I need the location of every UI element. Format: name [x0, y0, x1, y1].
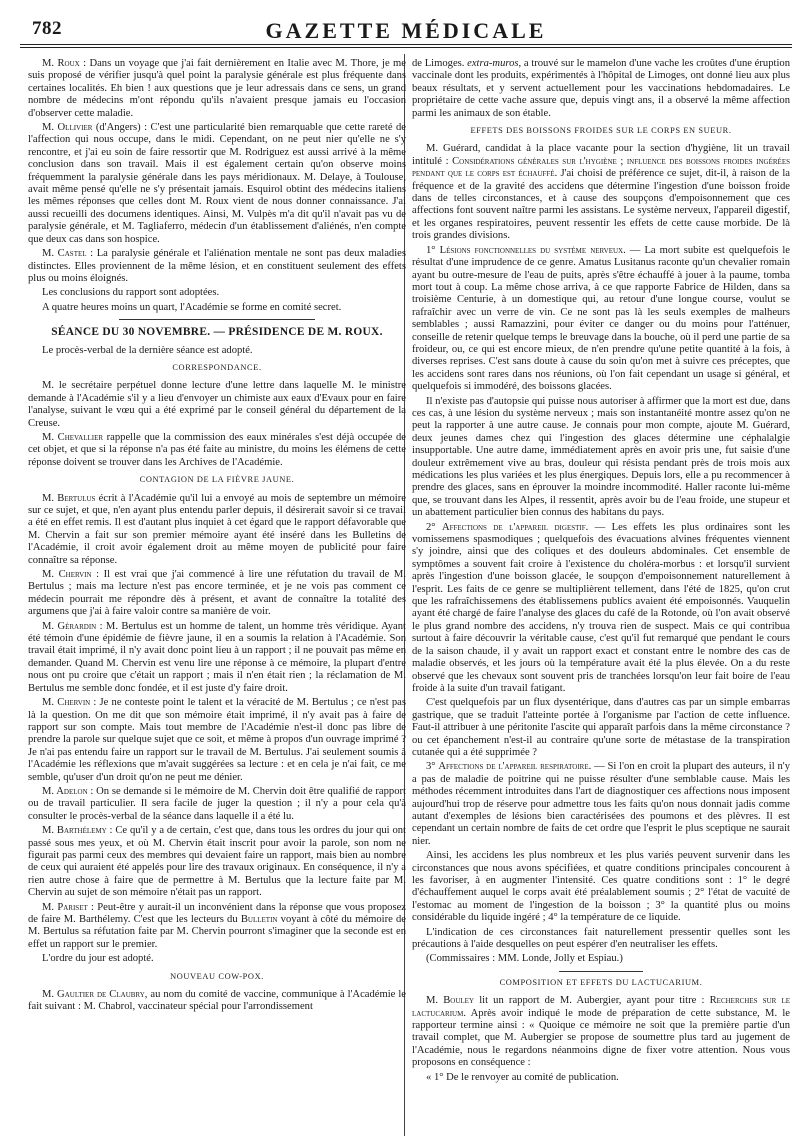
small-caps-text: M. Adelon — [42, 785, 88, 797]
paragraph — [28, 786, 406, 823]
paragraph — [28, 621, 406, 695]
paragraph — [412, 850, 790, 924]
paragraph-text: : Dans un voyage que j'ai fait dernièrement en Italie avec M. Thore, je me suis proposé de vérifier jusqu'à quel point la paralysie générale est plus fréquente dans certaines localités. Eh bien ! aux questions que je leur adressais dans ce sens, un grand nombre de médecins m'ont répondu qu'ils n'avaient presque jamais eu l'occasion d'observer cette maladie. — [28, 58, 406, 119]
paragraph-text: de Limoges. — [412, 58, 468, 69]
paragraph-text: A quatre heures moins un quart, l'Académie se forme en comité secret. — [42, 301, 342, 313]
section-heading: EFFETS DES BOISSONS FROIDES SUR LE CORPS EN SUEUR. — [470, 126, 732, 136]
paragraph-text: : On se demande si le mémoire de M. Chervin doit être qualifié de rapport ou de travail particulier. Il sera facile de juger la question ; il n'y a pour cela qu'à consulter le procès-verbal de la séance dans laquelle il a été lu. — [28, 785, 406, 822]
paragraph-text: , a trouvé sur le mamelon d'une vache les croûtes d'une éruption vaccinale dont les produits, expérimentés à l'hôpital de Limoges, ont donné lieu aux plus beaux résultats, et y servent actuellement pour les vaccinations hebdomadaires. Le propriétaire de cette vache assure que, depuis vingt ans, il a observé la même affection parmi les animaux de son étable. — [412, 58, 790, 119]
paragraph-text: , au nom du comité de vaccine, communique à l'Académie le fait suivant : M. Chabrol, vaccinateur spécial pour l'arrondissement — [28, 989, 406, 1013]
paragraph-text: : M. Bertulus est un homme de talent, un homme très véridique. Ayant été témoin d'une épidémie de fièvre jaune, il en a soumis la relation à l'Académie. Son travail était imprimé, il n'y avait donc point lieu à un rapport ; il ne pouvait pas même en demander. Quand M. Chervin est venu lire une réponse à ce mémoire, la plupart d'entre nous ont pu croire que c'était un rapport ; mais il n'en était rien ; la réclamation de M. Bertulus me semble donc fondée, et il est juste d'y faire droit. — [28, 620, 406, 694]
small-caps-text: M. Gérardin — [42, 620, 97, 632]
header-rule-thin — [20, 47, 792, 48]
paragraph-text: Ainsi, les accidens les plus nombreux et les plus variés peuvent survenir dans les circonstances que nous avons spécifiées, et quatre conditions principales concourent à les favoriser, à en augmenter l'intensité. Ces quatre conditions sont : 1° le degré d'échauffement auquel le corps avait été préalablement soumis ; 2° l'état de vacuité de l'estomac au moment de l'ingestion de la boisson ; 3° la quantité plus ou moins considérable du liquide ingéré ; 4° la température de ce liquide. — [412, 850, 790, 924]
paragraph — [28, 248, 406, 285]
section-heading: NOUVEAU COW-POX. — [170, 971, 264, 981]
paragraph — [28, 902, 406, 952]
paragraph-text: : Je ne conteste point le talent et la véracité de M. Bertulus ; ce n'est pas là la question. On me dit que son mémoire était imprimé, il n'y avait pas à faire de rapport sur son compte. Mais tout membre de l'Académie n'est-il donc pas libre de prendre la parole sur quelque sujet que ce soit, et même à propos d'un ouvrage imprimé ? Je n'ai pas entendu faire un rapport sur le travail de M. Bertulus. J'ai seulement soumis à l'Académie les réflexions que m'avait suggérées sa lecture : et en cela je n'ai fait, ce me semble, qu'user d'un droit qu'on ne peut me dénier. — [28, 697, 406, 783]
paragraph — [412, 245, 790, 394]
small-caps-text: M. Barthélemy — [42, 825, 107, 837]
paragraph — [412, 58, 790, 120]
paragraph-text: voyant à côté du mémoire de M. Bertulus sa réfutation faite par M. Chervin pourront s'imaginer que la seconde est en effet un rapport sur le premier. — [28, 914, 406, 950]
small-caps-text: Considérations générales sur l'hygiène ; influence des boissons froides ingérées pendant que le corps est échauffé. — [412, 155, 790, 180]
paragraph-text: — La mort subite est quelquefois le résultat d'une imprudence de ce genre. Amatus Lusitanus raconte qu'un chevalier romain ayant bu outre-mesure de l'eau de puits, après s'être échauffé à jouer à la paume, tomba mort tout à coup. La même chose arriva, à ce que rapporte Fabrice de Hilden, dans sa troisième Centurie, à un domestique qui, au retour d'une longue course, voulut se rafraîchir avec un verre de vin. Ce ne sont pas là les seuls exemples de malheurs semblables ; aussi Ramazzini, pour éviter ce danger ou du moins pour l'atténuer, conseille de retenir quelque temps le breuvage dans la bouche, où il perd une partie de sa froideur, ou, ce qui est encore mieux, de n'en prendre qu'une petite quantité à la fois, à diverses reprises. C'est sans doute à cause du soin qu'on met à suivre ces préceptes, que les accidens sont rares dans nos réunions, où l'on fait cependant un usage si général, et quelquefois si immodéré, des boissons glacées. — [412, 244, 790, 393]
paragraph-text: : Ce qu'il y a de certain, c'est que, dans tous les ordres du jour qui ont passé sous mes yeux, et où M. Chervin était inscrit pour avoir la parole, son nom ne figurait pas parmi ceux des membres qui devaient faire un rapport, mais bien au nombre de ceux qui auraient été appelés pour lire des travaux originaux. En conséquence, il n'y a rien autre chose à faire que de permettre à M. Bertulus que la lecture faite par M. Chervin au sujet de son mémoire n'était pas un rapport. — [28, 825, 406, 899]
small-caps-text: Recherches sur le lactucarium. — [412, 995, 790, 1019]
header-rule — [20, 44, 792, 45]
small-caps-text: Lésions fonctionnelles du système nerveux. — [439, 244, 626, 256]
paragraph-text: M. Guérard, candidat à la place vacante pour la section d'hygiène, lit un travail intitulé : — [412, 143, 790, 167]
paragraph-text: Après avoir indiqué le mode de préparation de cette substance, M. le rapporteur termine ainsi : « Quoique ce mémoire ne soit que la première partie d'un travail complet, que M. Aubergier se propose de soumettre plus tard au jugement de l'Académie, nous le regardons néanmoins digne de fixer votre attention. Nous vous proposons en conséquence : — [412, 1007, 790, 1069]
paragraph-text: lit un rapport de M. Aubergier, ayant pour titre : — [474, 995, 710, 1007]
paragraph — [28, 569, 406, 619]
paragraph-text: : Peut-être y aurait-il un inconvénient dans la réponse que vous proposez de faire M. Barthélemy. C'est que les lecteurs du — [28, 901, 406, 925]
page-number: 782 — [32, 18, 62, 39]
paragraph-text: rappelle que la commission des eaux minérales s'est déjà occupée de cet objet, et que si la réponse n'a pas été faite au ministre, du moins les élémens de cette réponse doivent se trouver dans les Archives de l'Académie. — [28, 431, 406, 468]
small-caps-text: M. Gaultier de Claubry — [42, 989, 145, 1001]
small-caps-text: M. Pariset — [42, 901, 88, 913]
paragraph — [412, 396, 790, 520]
paragraph — [412, 927, 790, 952]
paragraph-text: Il n'existe pas d'autopsie qui puisse nous autoriser à affirmer que la mort est due, dans ces cas, à une lésion du système nerveux ; mais son instantanéité montre assez qu'on ne peut la rapporter à une autre cause. Je connais pour mon compte, ajoute M. Guérard, deux jeunes dames chez qui l'ingestion des glaces détermine une céphalalgie insupportable. Une autre dame, immédiatement après en avoir pris une, fut saisie d'une douleur extrêmement vive au bras, douleur qui résista pendant près de trois mois aux médications les plus variées et les plus énergiques. Depuis lors, elle a pu recommencer à prendre des glaces, sans en éprouver la moindre incommodité. Haller raconte lui-même que, se trouvant dans les Alpes, il ressentit, après avoir bu de l'eau froide, une stupeur et un abattement particulier bien connus des habitans du pays. — [412, 395, 790, 519]
paragraph-text: C'est quelquefois par un flux dysentérique, dans d'autres cas par un simple embarras gastrique, que se traduit l'atteinte portée à l'organisme par l'action de cette influence. Faut-il attribuer à une péritonite l'ascite qui apparaît parfois dans la même circonstance ? ou cet épanchement n'est-il au contraire qu'une sorte de métastase de la transpiration cutanée qui a été supprimée ? — [412, 697, 790, 758]
paragraph-text: 2° — [426, 521, 442, 533]
page-header — [24, 2, 788, 44]
paragraph — [28, 287, 406, 299]
small-caps-text: M. Bertulus — [42, 492, 96, 504]
small-caps-text: Bouley — [443, 995, 475, 1007]
paragraph — [412, 143, 790, 242]
section-heading: CORRESPONDANCE. — [172, 362, 262, 372]
paragraph-text: — Les effets les plus ordinaires sont les vomissemens spasmodiques ; quelquefois des évacuations alvines fréquentes viennent s'y joindre, ainsi que des coliques et des douleurs abdominales. Cet ensemble de symptômes a souvent fait croire à l'existence du choléra-morbus : et lorsqu'il survient après l'ingestion d'une boisson glacée, le soupçon d'empoisonnement naturellement à l'esprit. Les faits de ce genre se multiplièrent tellement, dans l'été de 1825, qu'on crut que les rafraîchissemens des établissemens publics avaient été empoisonnés. Vauquelin ayant été chargé de faire l'analyse des glaces du café de la Rotonde, où l'on avait observé le plus grand nombre des accidens, n'y trouva rien de suspect. Mais ce qui contribua surtout à faire découvrir la véritable cause, c'est qu'il fut remarqué que pendant le cours de la saison chaude, il y avait un rapport exact et constant entre le nombre des cas de maladie observés, et les jours où la température avait été la plus élevée. On a du reste observé que les chevaux sont souvent pris de tranchées lorsqu'on leur fait boire de l'eau froide à la suite d'un travail fatigant. — [412, 521, 790, 694]
section-rule — [119, 319, 316, 320]
paragraph — [28, 825, 406, 899]
paragraph — [412, 995, 790, 1069]
paragraph — [28, 953, 406, 965]
small-caps-text: M. Chevallier — [42, 431, 104, 443]
small-caps-text: M. Roux — [42, 58, 80, 69]
paragraph-text: : La paralysie générale et l'aliénation mentale ne sont pas deux maladies distinctes. Elles proviennent de la même lésion, et en constituent seulement des effets plus ou moins éloignés. — [28, 248, 406, 284]
journal-title: GAZETTE MÉDICALE — [265, 18, 547, 43]
italic-text: extra-muros — [467, 58, 519, 69]
session-heading: SÉANCE DU 30 NOVEMBRE. — PRÉSIDENCE DE M. ROUX. — [51, 326, 383, 339]
small-caps-text: Affections de l'appareil respiratoire. — [438, 761, 592, 773]
paragraph-text: 1° — [426, 244, 440, 256]
paragraph-text: L'indication de ces circonstances fait naturellement pressentir quelles sont les précautions à l'aide desquelles on peut espérer d'en neutraliser les effets. — [412, 926, 790, 951]
paragraph-text: (d'Angers) : C'est une particularité bien remarquable que cette rareté de l'affection qui nous occupe, dans le midi. Cependant, on ne peut nier qu'elle ne s'y rencontre, et j'ai eu soin de faire ressortir que M. Rodriguez est aussi arrivé à la même conclusion dans son travail. Mais il est également certain qu'on observe moins fréquemment la paralysie générale dans les pays méridionaux. M. Delaye, à Toulouse, avait même pensé qu'elle ne s'y présentait jamais. Esquirol obtint des médecins italiens les mêmes réponses que celles dont M. Roux vient de nous donner connaissance. J'ai aussi recueilli des documens identiques. Ainsi, M. Vulpès m'a dit qu'il n'avait pas vu de paralysie générale, et M. Tagliaferro, médecin d'un établissement d'aliénés, n'en compte que deux cas dans son hospice. — [28, 122, 406, 245]
paragraph — [28, 989, 406, 1014]
section-heading: CONTAGION DE LA FIÈVRE JAUNE. — [139, 475, 295, 485]
paragraph — [28, 432, 406, 469]
small-caps-text: M. Chervin — [42, 697, 91, 709]
paragraph-text: L'ordre du jour est adopté. — [42, 953, 154, 965]
paragraph — [28, 345, 406, 357]
paragraph-text: — Si l'on en croit la plupart des auteurs, il n'y a pas de maladie de poitrine qui ne puisse résulter d'une semblable cause. Mais les méthodes récemment introduites dans l'art de diagnostiquer ces affections nous imposent aujourd'hui trop de réserve pour admettre tous les faits qu'on nous donnait jadis comme autant d'exemples de lésions bien caractérisées des poumons et des plèvres. Il est cependant un certain nombre de faits de cet ordre que l'esprit le plus sceptique ne saurait nier. — [412, 761, 790, 847]
small-caps-text: M. Chervin — [42, 569, 92, 581]
paragraph — [28, 122, 406, 246]
paragraph-text: 3° — [426, 761, 439, 773]
right-column — [412, 58, 790, 1136]
small-caps-text: M. Castel — [42, 248, 87, 260]
paragraph — [28, 302, 406, 314]
paragraph-text: M. le secrétaire perpétuel donne lecture d'une lettre dans laquelle M. le ministre demande à l'Académie s'il y a lieu d'envoyer un chimiste aux eaux d'Evaux pour en faire l'analyse, suivant le vœu qui a été exprimé par le conseil général du département de la Creuse. — [28, 380, 406, 429]
paragraph — [28, 58, 406, 120]
paragraph-text: Le procès-verbal de la dernière séance est adopté. — [42, 344, 253, 356]
small-caps-text: M. Ollivier — [42, 122, 93, 134]
paragraph-text: écrit à l'Académie qu'il lui a envoyé au mois de septembre un mémoire sur ce sujet, et que, n'en ayant plus entendu parler depuis, il désirerait savoir si ce travail a été en effet remis. Il est d'autant plus inquiet à cet égard que le rapport défavorable que M. Chervin a fait sur son premier mémoire ayant été inséré dans les Bulletins de l'Académie, il croit avoir également droit au même moyen de publicité pour faire connaître sa réponse. — [28, 492, 406, 566]
paragraph-text: J'ai choisi de préférence ce sujet, dit-il, à raison de la fréquence et de la gravité des accidens que détermine l'ingestion d'une boisson froide dans de telles circonstances, et à cause des soupçons d'empoisonnement que ces affections font souvent naître parmi les assistans. Le système nerveux, l'appareil digestif, et les organes respiratoires, peuvent ressentir les effets de cette cause morbide. De là trois grandes divisions. — [412, 168, 790, 242]
paragraph-text: (Commissaires : MM. Londe, Jolly et Espiau.) — [426, 953, 623, 965]
paragraph-text: M. — [426, 995, 444, 1007]
left-column — [28, 58, 406, 1136]
paragraph-text: : Il est vrai que j'ai commencé à lire une réfutation du travail de M. Bertulus ; mais ma lecture n'est pas encore terminée, et je ne vois pas comment ce médecin pourrait me répondre dès à présent, et avant de connaître la totalité des argumens que j'ai à faire valoir contre sa manière de voir. — [28, 569, 406, 618]
small-caps-text: Affections de l'appareil digestif. — [441, 521, 589, 533]
small-caps-text: Bulletin — [240, 914, 278, 925]
paragraph — [412, 697, 790, 759]
paragraph — [412, 522, 790, 696]
paragraph-text: Les conclusions du rapport sont adoptées. — [42, 287, 220, 299]
paragraph — [28, 697, 406, 784]
paragraph — [412, 953, 790, 965]
section-heading: COMPOSITION ET EFFETS DU LACTUCARIUM. — [499, 977, 703, 987]
paragraph — [28, 380, 406, 430]
section-rule — [559, 971, 642, 972]
paragraph — [28, 493, 406, 567]
paragraph — [412, 761, 790, 848]
paragraph-text: « 1° De le renvoyer au comité de publication. — [426, 1071, 619, 1083]
paragraph — [412, 1072, 790, 1084]
